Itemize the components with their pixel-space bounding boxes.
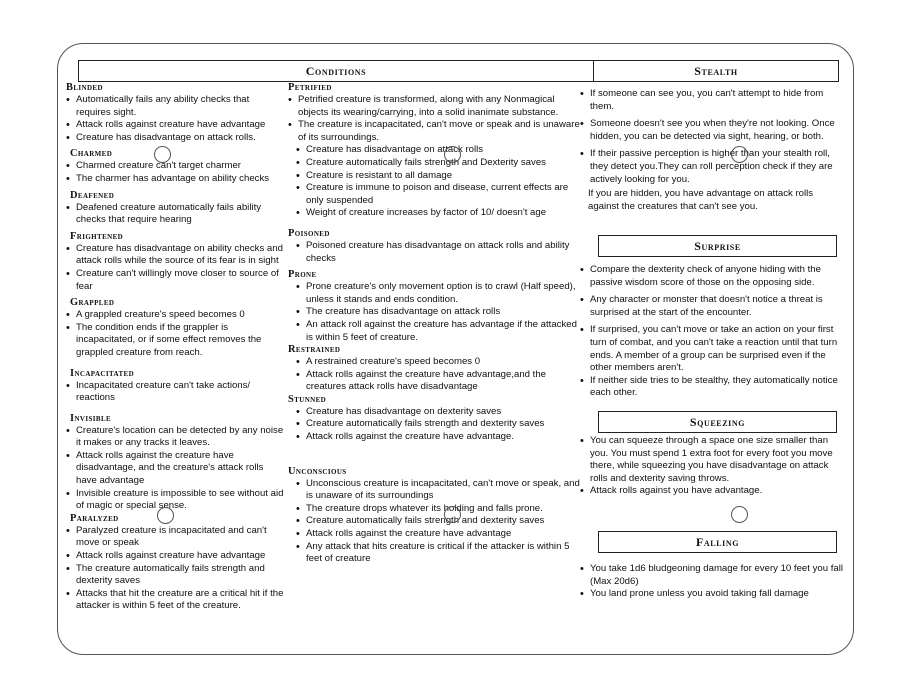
- circle-marker: [157, 507, 174, 524]
- list-item: • Poisoned creature has disadvantage on attack rolls and ability checks: [296, 240, 586, 265]
- circle-marker: [444, 506, 461, 523]
- stealth-note: If you are hidden, you have advantage on attack rolls against the creatures that can't see you.: [588, 188, 814, 212]
- poisoned-title: Poisoned: [288, 227, 330, 239]
- list-item: • If neither side tries to be stealthy, they automatically notice each other.: [580, 375, 846, 400]
- grappled-title: Grappled: [70, 297, 115, 309]
- list-item: • An attack roll against the creature has advantage if the attacked is within 5 feet of creature.: [296, 319, 586, 344]
- list-item: • Creature is resistant to all damage: [296, 170, 586, 183]
- list-item: • Attack rolls against you have advantage.: [580, 485, 846, 498]
- circle-marker: [154, 146, 171, 163]
- list-item: • Any attack that hits creature is critical if the attacker is within 5 feet of creature: [296, 541, 586, 566]
- list-item: • Charmed creature can't target charmer: [66, 160, 286, 173]
- list-item: • A grappled creature's speed becomes 0: [66, 309, 286, 322]
- list-item: • Attack rolls against the creature have disadvantage, and the creature's attack rolls have advantage: [66, 450, 286, 488]
- falling-header: Falling: [598, 531, 837, 553]
- conditions-column-2: [288, 82, 586, 566]
- surprise-column: [580, 264, 846, 400]
- list-item: • A restrained creature's speed becomes 0: [296, 356, 586, 369]
- list-item: • Compare the dexterity check of anyone hiding with the passive wisdom score of those on the opposing side.: [580, 264, 846, 289]
- stunned-title: Stunned: [288, 393, 327, 405]
- list-item: • Creature automatically fails strength and dexterity saves: [296, 515, 586, 528]
- list-item: • Attack rolls against the creature have advantage.: [296, 431, 586, 444]
- list-item: • Deafened creature automatically fails ability checks that require hearing: [66, 202, 286, 227]
- list-item: • Automatically fails any ability checks that requires sight.: [66, 94, 286, 119]
- paralyzed-title: Paralyzed: [70, 512, 119, 524]
- invisible-title: Invisible: [70, 412, 112, 424]
- list-item: • You can squeeze through a space one size smaller than you. You must spend 1 extra foot for every foot you move there, while squeezing you have disadvantage on attack rolls and dexterity saving throws.: [580, 435, 846, 485]
- squeezing-header: Squeezing: [598, 411, 837, 433]
- petrified-title: Petrified: [288, 82, 332, 93]
- circle-marker: [731, 506, 748, 523]
- list-item: • Attack rolls against creature have advantage: [66, 550, 286, 563]
- circle-marker: [444, 146, 461, 163]
- restrained-title: Restrained: [288, 344, 341, 356]
- list-item: • The charmer has advantage on ability checks: [66, 173, 286, 186]
- list-item: • Prone creature's only movement option is to crawl (Half speed), unless it stands and ends condition.: [296, 281, 586, 306]
- list-item: • The creature has disadvantage on attack rolls: [296, 306, 586, 319]
- stealth-header: Stealth: [593, 60, 839, 82]
- list-item: • You take 1d6 bludgeoning damage for every 10 feet you fall (Max 20d6): [580, 563, 846, 588]
- list-item: • Creature is immune to poison and disease, current effects are only suspended: [296, 182, 586, 207]
- prone-title: Prone: [288, 269, 317, 281]
- conditions-header: Conditions: [78, 60, 594, 82]
- list-item: • The creature automatically fails strength and dexterity saves: [66, 563, 286, 588]
- list-item: • Creature can't willingly move closer to source of fear: [66, 268, 286, 293]
- list-item: • Attacks that hit the creature are a critical hit if the attacker is within 5 feet of the creature.: [66, 588, 286, 613]
- list-item: • Creature has disadvantage on dexterity saves: [296, 406, 586, 419]
- list-item: • Creature has disadvantage on attack rolls: [296, 144, 586, 157]
- list-item: • Attack rolls against the creature have advantage,and the creatures attack rolls have disadvantage: [296, 369, 586, 394]
- list-item: • Creature has disadvantage on attack rolls.: [66, 132, 286, 145]
- list-item: • If their passive perception is higher than your stealth roll, they detect you.They can roll perception check if they are actively looking for you.: [580, 148, 846, 186]
- frightened-title: Frightened: [70, 230, 124, 242]
- charmed-title: Charmed: [70, 148, 113, 160]
- list-item: • Creature automatically fails strength and Dexterity saves: [296, 157, 586, 170]
- list-item: • The creature is incapacitated, can't move or speak and is unaware of its surroundings.: [288, 119, 586, 144]
- list-item: • Attack rolls against the creature have advantage: [296, 528, 586, 541]
- list-item: • You land prone unless you avoid taking fall damage: [580, 588, 846, 601]
- list-item: • Someone doesn't see you when they're not looking. Once hidden, you can be detected via sight, hearing, or both.: [580, 118, 846, 143]
- list-item: • Attack rolls against creature have advantage: [66, 119, 286, 132]
- circle-marker: [731, 146, 748, 163]
- list-item: • If someone can see you, you can't attempt to hide from them.: [580, 88, 846, 113]
- conditions-column-1: [66, 82, 286, 613]
- stealth-column: [580, 88, 846, 213]
- list-item: • Weight of creature increases by factor of 10/ doesn't age: [296, 207, 586, 220]
- surprise-header: Surprise: [598, 235, 837, 257]
- unconscious-title: Unconscious: [288, 465, 347, 477]
- list-item: • If surprised, you can't move or take an action on your first turn of combat, and you can't take a reaction until that turn ends. A member of a group can be surprised even if the other members aren't.: [580, 324, 846, 374]
- list-item: • Creature automatically fails strength and dexterity saves: [296, 418, 586, 431]
- falling-column: [580, 563, 846, 601]
- list-item: • Creature has disadvantage on ability checks and attack rolls while the source of its fear is in sight: [66, 243, 286, 268]
- blinded-title: Blinded: [66, 82, 103, 93]
- list-item: • Incapacitated creature can't take actions/ reactions: [66, 380, 286, 405]
- incapacitated-title: Incapacitated: [70, 367, 135, 379]
- list-item: • Invisible creature is impossible to see without aid of magic or special sense.: [66, 488, 286, 513]
- list-item: • The condition ends if the grappler is incapacitated, or if some effect removes the grappled creature from reach.: [66, 322, 286, 360]
- list-item: • The creature drops whatever its holding and falls prone.: [296, 503, 586, 516]
- list-item: • Creature's location can be detected by any noise it makes or any tracks it leaves.: [66, 425, 286, 450]
- squeezing-column: [580, 435, 846, 498]
- list-item: • Any character or monster that doesn't notice a threat is surprised at the start of the encounter.: [580, 294, 846, 319]
- deafened-title: Deafened: [70, 189, 115, 201]
- list-item: • Paralyzed creature is incapacitated and can't move or speak: [66, 525, 286, 550]
- list-item: • Petrified creature is transformed, along with any Nonmagical objects its wearing/carrying, into a solid inanimate substance.: [288, 94, 586, 119]
- list-item: • Unconscious creature is incapacitated, can't move or speak, and is unaware of its surroundings: [296, 478, 586, 503]
